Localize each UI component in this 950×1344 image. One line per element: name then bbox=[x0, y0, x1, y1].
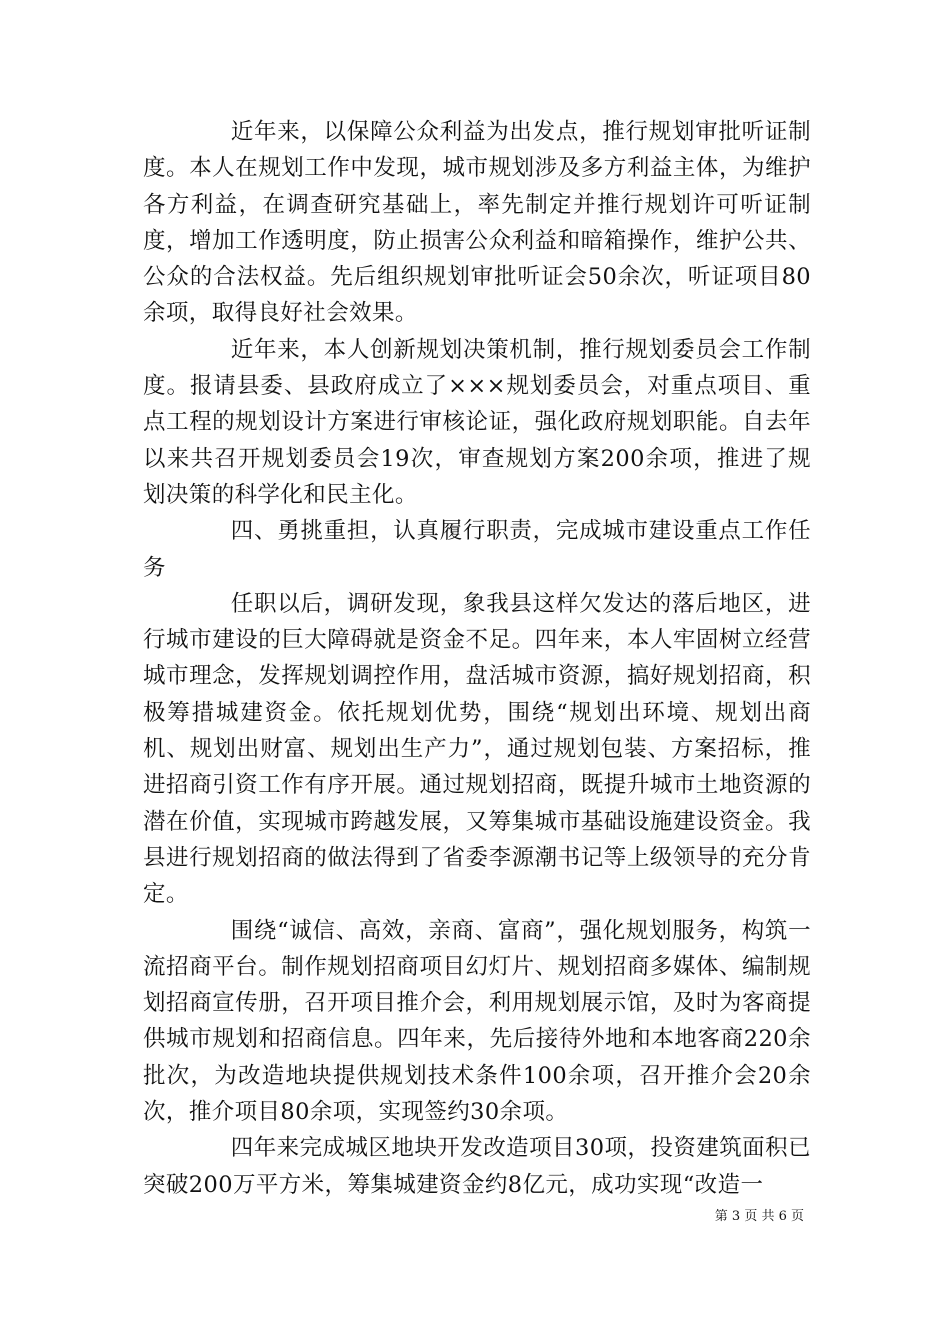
paragraph-redevelopment-projects: 四年来完成城区地块开发改造项目30项，投资建筑面积已突破200万平方米，筹集城建资金约8亿元，成功实现“改造一 bbox=[143, 1135, 811, 1198]
paragraph-hearing-system: 近年来，以保障公众利益为出发点，推行规划审批听证制度。本人在规划工作中发现，城市规划涉及多方利益主体，为维护各方利益，在调查研究基础上，率先制定并推行规划许可听证制度，增加工作透明度，防止损害公众利益和暗箱操作，维护公共、公众的合法权益。先后组织规划审批听证会50余次，听证项目80余项，取得良好社会效果。 bbox=[143, 119, 811, 327]
section-heading-four: 四、勇挑重担，认真履行职责，完成城市建设重点工作任务 bbox=[143, 518, 811, 581]
paragraph-investment-attraction: 任职以后，调研发现，象我县这样欠发达的落后地区，进行城市建设的巨大障碍就是资金不足。四年来，本人牢固树立经营城市理念，发挥规划调控作用，盘活城市资源，搞好规划招商，积极筹措城建资金。依托规划优势，围绕“规划出环境、规划出商机、规划出财富、规划出生产力”，通过规划包装、方案招标，推进招商引资工作有序开展。通过规划招商，既提升城市土地资源的潜在价值，实现城市跨越发展，又筹集城市基础设施建设资金。我县进行规划招商的做法得到了省委李源潮书记等上级领导的充分肯定。 bbox=[143, 590, 811, 908]
page-number-footer: 第 3 页 共 6 页 bbox=[714, 1209, 804, 1224]
document-body bbox=[143, 114, 811, 1203]
paragraph-service-platform: 围绕“诚信、高效，亲商、富商”，强化规划服务，构筑一流招商平台。制作规划招商项目幻灯片、规划招商多媒体、编制规划招商宣传册，召开项目推介会，利用规划展示馆，及时为客商提供城市规划和招商信息。四年来，先后接待外地和本地客商220余批次，为改造地块提供规划技术条件100余项，召开推介会20余次，推介项目80余项，实现签约30余项。 bbox=[143, 917, 811, 1126]
paragraph-planning-committee: 近年来，本人创新规划决策机制，推行规划委员会工作制度。报请县委、县政府成立了×××规划委员会，对重点项目、重点工程的规划设计方案进行审核论证，强化政府规划职能。自去年以来共召开规划委员会19次，审查规划方案200余项，推进了规划决策的科学化和民主化。 bbox=[143, 336, 811, 508]
